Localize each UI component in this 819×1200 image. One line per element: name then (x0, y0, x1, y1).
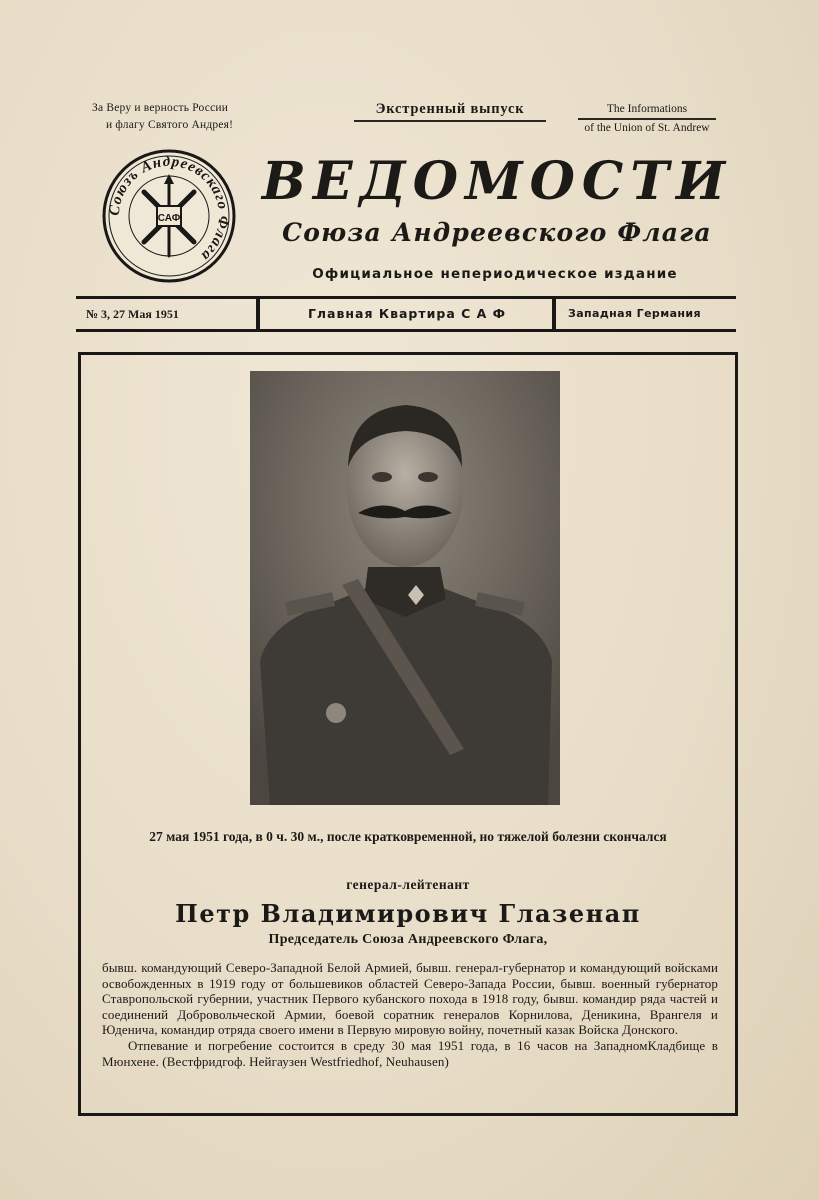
union-seal-logo (100, 148, 238, 284)
biography-paragraph: бывш. командующий Северо-Западной Белой Армией, бывш. генерал-губернатор и командующий войсками освобожденных в 1919 году от большевиков областей Северо-Запада России, бывш. военный губернатор Ставропольской губернии, участник Первого кубанского похода в 1918 году, бывш. командир ряда частей и соединений Добровольческой Армии, боевой соратник генералов Корнилова, Деникина, Врангеля и Юденича, командир отряда своего имени в Первую мировую войну, почетный казак Войска Донского. (102, 960, 718, 1038)
deceased-name: Петр Владимирович Глазенап (175, 899, 641, 928)
bar-divider (552, 299, 556, 329)
biography-text (102, 960, 718, 1069)
motto-line-1: За Веру и верность России (92, 102, 229, 114)
english-line-1: The Informations (606, 103, 688, 115)
death-notice: 27 мая 1951 года, в 0 ч. 30 м., после кратковременной, но тяжелой болезни скончался (149, 829, 667, 844)
edition-text: Экстренный выпуск (375, 101, 525, 117)
motto-line-2: и флагу Святого Андрея! (106, 119, 234, 131)
motto (92, 100, 233, 134)
english-title (572, 101, 722, 136)
english-line-2: of the Union of St. Andrew (584, 121, 710, 134)
military-rank: генерал-лейтенант (346, 877, 470, 892)
seal-ring-text: Союзъ Андреевскаго Флага (106, 153, 232, 265)
issue-number-date: № 3, 27 Мая 1951 (86, 307, 179, 321)
seal-center-text: САФ (157, 213, 181, 224)
portrait-photo (250, 371, 560, 805)
publication-description: Официальное непериодическое издание (312, 266, 678, 282)
edition-underline (354, 120, 546, 122)
funeral-notice: Отпевание и погребение состоится в среду 30 мая 1951 года, в 16 часов на ЗападномКладбище в Мюнхене. (Вестфридгоф. Нейгаузен Westfriedhof, Neuhausen) (102, 1037, 718, 1069)
newspaper-subtitle: Союза Андреевского Флага (282, 218, 712, 247)
newspaper-title: ВЕДОМОСТИ (261, 151, 733, 212)
location-label: Западная Германия (568, 307, 701, 320)
position-title: Председатель Союза Андреевского Флага, (268, 932, 548, 947)
issue-info-bar (76, 296, 736, 332)
headquarters-label: Главная Квартира С А Ф (307, 306, 507, 321)
edition-label (340, 101, 560, 122)
bar-divider (256, 299, 260, 329)
